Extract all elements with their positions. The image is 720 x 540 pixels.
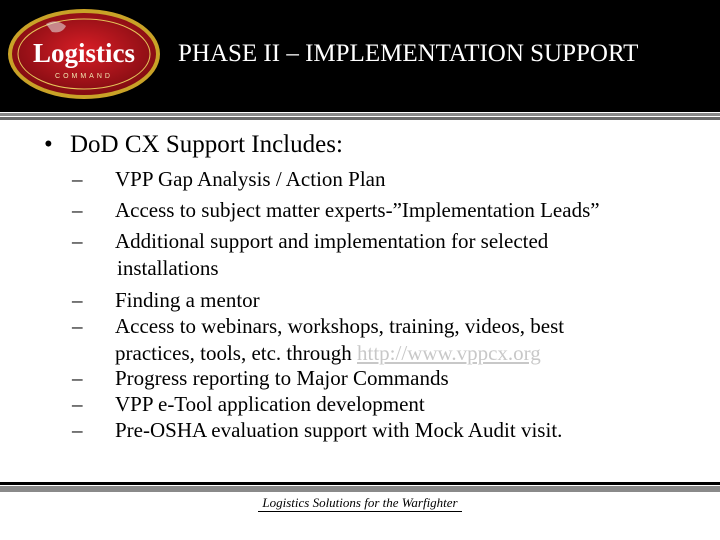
sub-bullet-additional-support: Additional support and implementation for selected (115, 229, 549, 253)
logo-subtitle: COMMAND (55, 73, 113, 80)
sub-bullet-webinars-cont (115, 341, 541, 366)
dash-marker: – (72, 418, 83, 442)
dash-marker: – (72, 229, 83, 253)
vppcx-link[interactable]: http://www.vppcx.org (357, 341, 541, 365)
sub-bullet-webinars: Access to webinars, workshops, training, videos, best (115, 314, 565, 338)
dash-marker: – (72, 198, 83, 222)
sub-bullet-webinars-cont-text: practices, tools, etc. through (115, 341, 358, 365)
sub-bullet-pre-osha: Pre-OSHA evaluation support with Mock Audit visit. (115, 418, 563, 442)
main-bullet-text: DoD CX Support Includes: (70, 131, 343, 158)
main-bullet (44, 131, 343, 159)
sub-bullet-gap-analysis: VPP Gap Analysis / Action Plan (115, 167, 386, 191)
logo-title: Logistics (32, 38, 136, 68)
dash-marker: – (72, 288, 83, 312)
sub-bullet-additional-support-cont: installations (117, 256, 219, 280)
dash-marker: – (72, 366, 83, 390)
logistics-command-logo (6, 6, 162, 102)
header-bar (0, 0, 720, 112)
footer-tagline: Logistics Solutions for the Warfighter (258, 495, 461, 512)
footer (0, 495, 720, 512)
sub-bullet-experts: Access to subject matter experts-”Implementation Leads” (115, 198, 600, 222)
sub-bullet-progress-reporting: Progress reporting to Major Commands (115, 366, 449, 390)
footer-divider (0, 482, 720, 492)
sub-bullet-mentor: Finding a mentor (115, 288, 260, 312)
slide-title: PHASE II – IMPLEMENTATION SUPPORT (178, 40, 639, 67)
dash-marker: – (72, 392, 83, 416)
dash-marker: – (72, 314, 83, 338)
sub-bullet-etool: VPP e-Tool application development (115, 392, 425, 416)
dash-marker: – (72, 167, 83, 191)
header-divider (0, 112, 720, 120)
bullet-dot: • (44, 131, 53, 158)
